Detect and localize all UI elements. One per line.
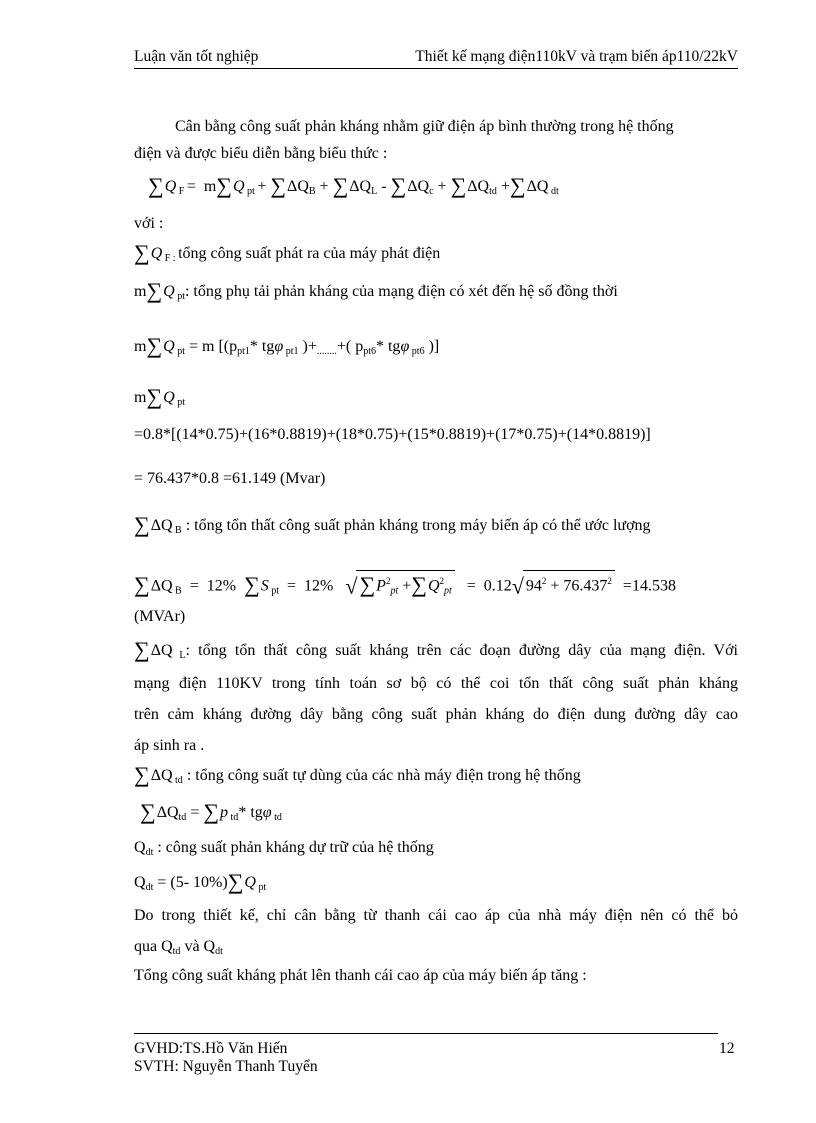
paragraph-line: trên cảm kháng đường dây bằng công suất phản kháng do điện dung đường dây cao [134, 706, 738, 723]
paragraph-line: qua $Q_{td}$ và $Q_{dt}$ [134, 938, 223, 957]
paragraph-line: Do trong thiết kế, chỉ cân bằng từ thanh cái cao áp của nhà máy điện nên có thể bỏ [134, 907, 738, 924]
footer-divider [134, 1033, 718, 1034]
paragraph-line: Tổng công suất kháng phát lên thanh cái cao áp của máy biến áp tăng : [134, 967, 587, 984]
header-left: Luận văn tốt nghiệp [134, 48, 259, 65]
definition-dqb: ∑ΔQ $_B$ : tổng tổn thất công suất phản kháng trong máy biến áp có thể ước lượng [134, 512, 651, 537]
definition-qdt: $Q_{dt}$ : công suất phản kháng dự trữ của hệ thống [134, 839, 434, 858]
header-right: Thiết kế mạng điện110kV và trạm biến áp110/22kV [415, 48, 738, 65]
page-header [134, 48, 738, 69]
paragraph-line: mạng điện 110KV trong tính toán sơ bộ có thể coi tổn thất công suất phản kháng [134, 675, 738, 692]
mqpt-formula: m∑Q $_{pt}$ = m [($p_{pt1}*$ tgφ $_{pt1}$ )$+_{........}+$( $p_{pt6}*$ tgφ $_{pt6}$ )] [134, 333, 440, 358]
balance-equation: ∑Q $_F$ = m∑Q $_{pt} + \sum\Delta Q_B + \sum\Delta Q_L - \sum\Delta Q_c + \sum\Delta Q_{td} +\sum\Delta Q$ $_{dt}$ [148, 173, 559, 198]
dqtd-formula: $\sum\Delta Q_{td} = \sum p$ $_{td}$* tgφ $_{td}$ [140, 799, 282, 824]
unit-line: (MVAr) [134, 608, 186, 625]
page-number: 12 [719, 1040, 735, 1057]
qdt-formula: $Q_{dt} = (5-$ 10%)∑Q $_{pt}$ [134, 869, 267, 894]
mqpt-label: m∑Q $_{pt}$ [134, 384, 185, 409]
definition-dqtd: ∑ΔQ $_{td}$ : tổng công suất tự dùng của các nhà máy điện trong hệ thống [134, 762, 581, 787]
dqb-formula: ∑ΔQ $_B$ = 12% ∑S $_{pt}$ = 12% $√\sum P^2_{pt} +\sum Q^2_{pt} = 0.12√$ $94^2 + 76.437^2 =14.538$ [134, 570, 676, 601]
footer-gvhd: GVHD:TS.Hồ Văn Hiến [134, 1040, 288, 1057]
definition-qf: ∑Q $_{F :}$ tổng công suất phát ra của máy phát điện [134, 240, 441, 265]
result-line: = 76.437*0.8 =61.149 (Mvar) [134, 470, 326, 487]
footer-svth: SVTH: Nguyễn Thanh Tuyển [134, 1058, 318, 1075]
calc-line: =0.8*[(14*0.75)+(16*0.8819)+(18*0.75)+(15*0.8819)+(17*0.75)+(14*0.8819)] [134, 426, 651, 443]
definition-mqpt: m∑Q $_{pt}$: tổng phụ tải phản kháng của mạng điện có xét đến hệ số đồng thời [134, 278, 618, 303]
paragraph-line: điện và được biểu diễn bằng biểu thức : [134, 145, 388, 162]
paragraph-line: áp sinh ra . [134, 737, 205, 754]
definition-dql: ∑ΔQ $_L$: tổng tổn thất công suất kháng trên các đoạn đường dây của mạng điện. Với [134, 637, 739, 662]
paragraph-line: Cân bằng công suất phản kháng nhằm giữ điện áp bình thường trong hệ thống [175, 118, 674, 135]
paragraph-line: với : [134, 215, 164, 232]
